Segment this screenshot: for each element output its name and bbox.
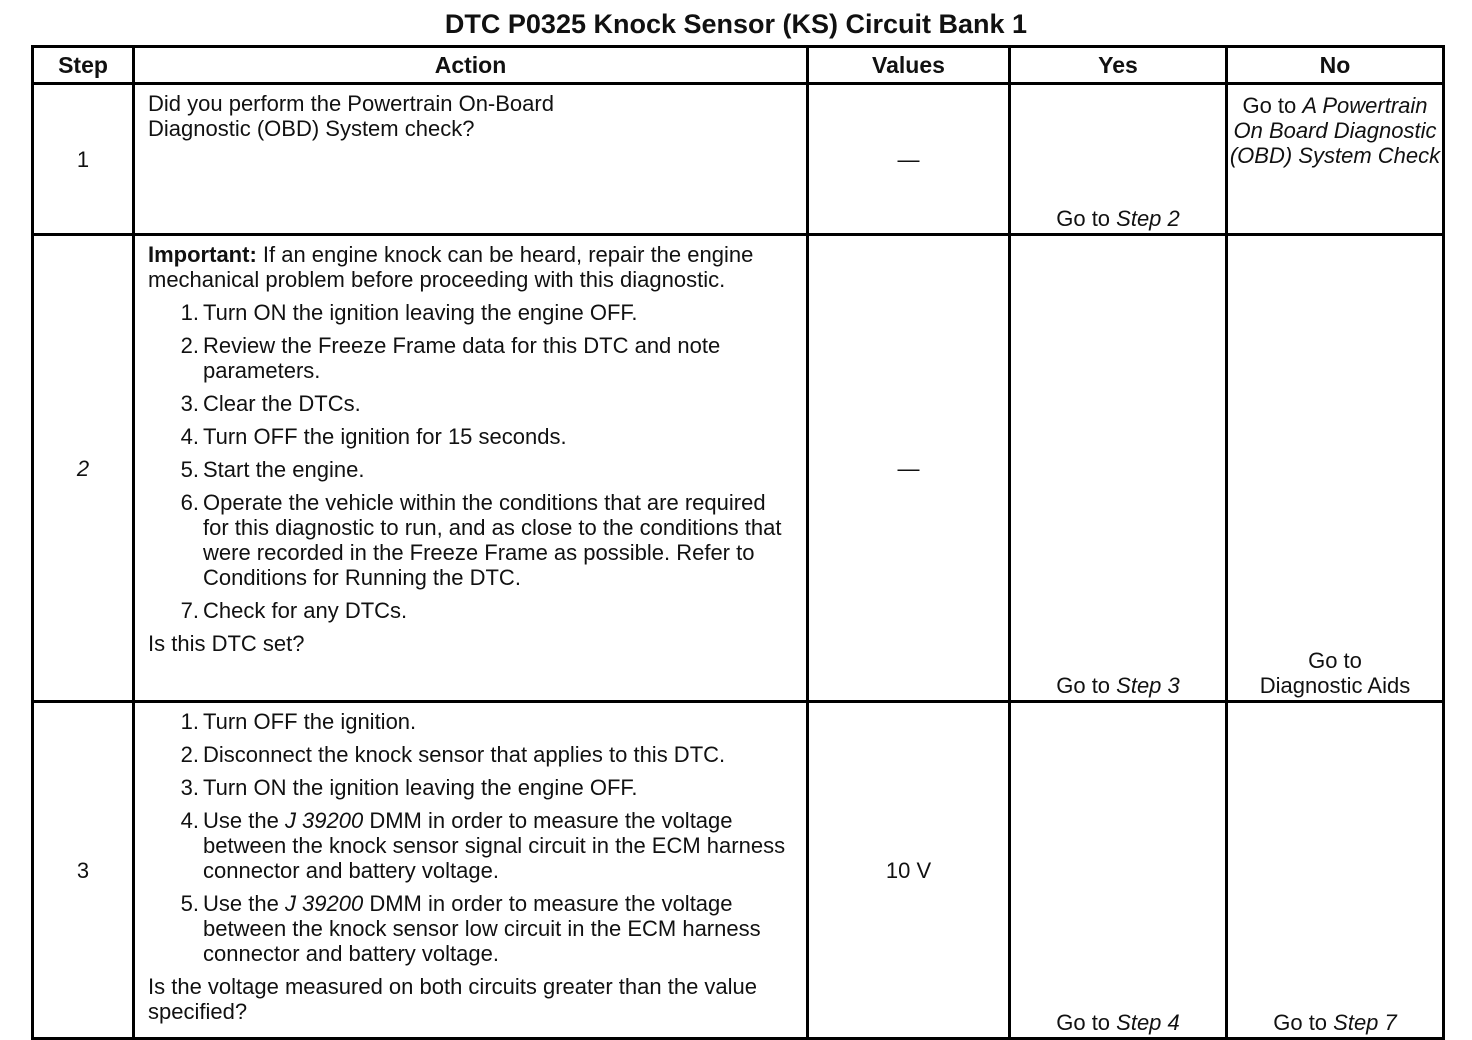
action-text: Did you perform the Powertrain On-Board Diagnostic (OBD) System check? xyxy=(148,91,554,141)
step-number: 2 xyxy=(33,235,134,702)
action-cell xyxy=(134,235,808,702)
value-cell: — xyxy=(808,235,1010,702)
item-text: Turn ON the ignition leaving the engine OFF. xyxy=(203,775,638,800)
value-cell: 10 V xyxy=(808,702,1010,1039)
value-cell: — xyxy=(808,84,1010,235)
yes-prefix: Go to xyxy=(1056,673,1117,698)
item-text: Turn OFF the ignition. xyxy=(203,709,417,734)
list-item xyxy=(148,709,796,734)
item-number: 3. xyxy=(180,775,199,800)
step-list xyxy=(148,709,796,966)
yes-cell xyxy=(1010,235,1227,702)
list-item xyxy=(148,742,796,767)
no-cell xyxy=(1227,235,1444,702)
list-item xyxy=(148,775,796,800)
list-item xyxy=(148,333,796,383)
list-item xyxy=(148,490,796,590)
no-obd-check-link[interactable]: A Powertrain On Board Diagnostic (OBD) System Check xyxy=(1229,93,1441,168)
item-text xyxy=(203,891,796,966)
no-step-link[interactable]: Step 7 xyxy=(1333,1010,1397,1035)
list-item xyxy=(148,891,796,966)
yes-cell xyxy=(1010,702,1227,1039)
question-text: Is this DTC set? xyxy=(148,631,305,656)
item-number: 6. xyxy=(180,490,199,515)
yes-step-link[interactable]: Step 3 xyxy=(1116,673,1180,698)
diagnostic-table xyxy=(31,45,1445,1040)
tool-name: J 39200 xyxy=(284,808,364,833)
no-cell xyxy=(1227,702,1444,1039)
item-number: 2. xyxy=(180,333,199,358)
important-label: Important: xyxy=(148,242,257,267)
step-number: 1 xyxy=(33,84,134,235)
yes-step-link[interactable]: Step 2 xyxy=(1116,206,1180,231)
table-row xyxy=(33,84,1444,235)
item-text: Clear the DTCs. xyxy=(203,391,361,416)
important-note xyxy=(148,242,796,292)
header-values: Values xyxy=(808,47,1010,84)
item-number: 1. xyxy=(180,709,199,734)
table-row xyxy=(33,235,1444,702)
yes-prefix: Go to xyxy=(1056,1010,1117,1035)
header-yes: Yes xyxy=(1010,47,1227,84)
step-number: 3 xyxy=(33,702,134,1039)
step-list xyxy=(148,300,796,623)
item-number: 1. xyxy=(180,300,199,325)
header-step: Step xyxy=(33,47,134,84)
item-text: Disconnect the knock sensor that applies to this DTC. xyxy=(203,742,726,767)
item-text: Operate the vehicle within the conditions that are required for this diagnostic to run, and as close to the conditions that were recorded in the Freeze Frame as possible. Refer to Conditions for Running the DTC. xyxy=(203,490,782,590)
item-text-post: DMM in order to measure the voltage between the knock sensor signal circuit in the ECM harness connector and battery voltage. xyxy=(203,808,786,883)
yes-cell xyxy=(1010,84,1227,235)
header-row xyxy=(33,47,1444,84)
yes-step-link[interactable]: Step 4 xyxy=(1116,1010,1180,1035)
item-number: 5. xyxy=(180,457,199,482)
item-text: Check for any DTCs. xyxy=(203,598,408,623)
no-prefix: Go to xyxy=(1273,1010,1334,1035)
item-text: Turn ON the ignition leaving the engine OFF. xyxy=(203,300,638,325)
no-prefix: Go to xyxy=(1242,93,1303,118)
list-item xyxy=(148,300,796,325)
page-title: DTC P0325 Knock Sensor (KS) Circuit Bank 1 xyxy=(444,9,1028,39)
important-text: If an engine knock can be heard, repair the engine mechanical problem before proceeding with this diagnostic. xyxy=(148,242,754,292)
item-number: 5. xyxy=(180,891,199,916)
list-item xyxy=(148,457,796,482)
item-text: Review the Freeze Frame data for this DTC and note parameters. xyxy=(203,333,721,383)
list-item xyxy=(148,424,796,449)
item-text: Start the engine. xyxy=(203,457,365,482)
item-number: 2. xyxy=(180,742,199,767)
no-diagnostic-aids-link[interactable]: Diagnostic Aids xyxy=(1259,673,1411,698)
list-item xyxy=(148,598,796,623)
item-number: 4. xyxy=(180,424,199,449)
action-cell xyxy=(134,702,808,1039)
yes-prefix: Go to xyxy=(1056,206,1117,231)
tool-name: J 39200 xyxy=(284,891,364,916)
list-item xyxy=(148,391,796,416)
item-text: Turn OFF the ignition for 15 seconds. xyxy=(203,424,567,449)
item-number: 3. xyxy=(180,391,199,416)
item-text-pre: Use the xyxy=(203,891,285,916)
item-number: 4. xyxy=(180,808,199,833)
item-text xyxy=(203,808,796,883)
question-text: Is the voltage measured on both circuits greater than the value specified? xyxy=(148,974,758,1024)
list-item xyxy=(148,808,796,883)
action-cell xyxy=(134,84,808,235)
no-cell xyxy=(1227,84,1444,235)
table-row xyxy=(33,702,1444,1039)
item-number: 7. xyxy=(180,598,199,623)
header-action: Action xyxy=(134,47,808,84)
item-text-post: DMM in order to measure the voltage between the knock sensor low circuit in the ECM harness connector and battery voltage. xyxy=(203,891,761,966)
item-text-pre: Use the xyxy=(203,808,285,833)
no-prefix: Go to xyxy=(1308,648,1362,673)
header-no: No xyxy=(1227,47,1444,84)
